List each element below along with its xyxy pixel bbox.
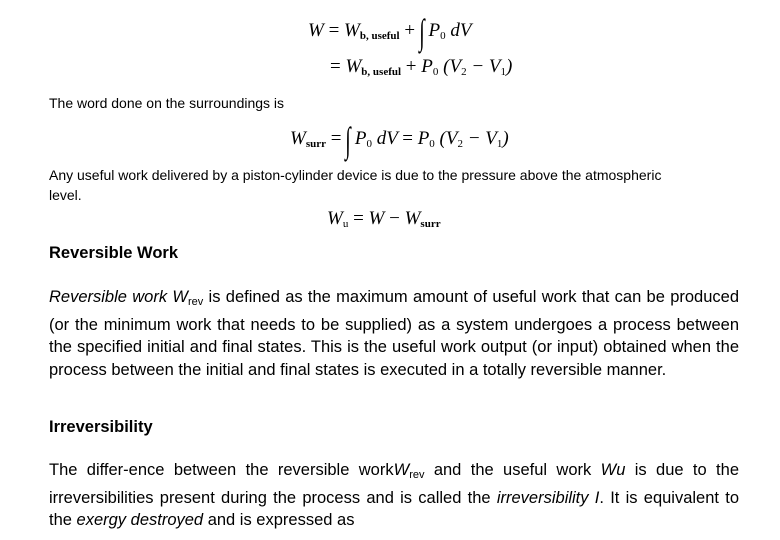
italic-term: Wu: [600, 461, 626, 479]
eq-symbol: (V: [439, 128, 458, 149]
eq-subscript: b, useful: [359, 30, 400, 42]
eq-symbol: − V: [471, 56, 501, 77]
eq-operator: =: [330, 128, 342, 149]
eq-symbol: W: [290, 128, 306, 149]
text-surroundings: The word done on the surroundings is: [49, 95, 285, 111]
paragraph-text: . It is equivalent to the: [49, 488, 739, 529]
eq-symbol: W: [308, 20, 324, 41]
equation-surroundings: [290, 120, 509, 160]
eq-subscript: u: [342, 218, 349, 230]
eq-symbol: dV: [450, 20, 472, 41]
paragraph-text: and the useful work: [424, 461, 601, 479]
eq-symbol: W: [327, 208, 343, 229]
paragraph-text: is defined as the maximum amount of useful work that can be produced (or the minimum work that needs to be supplied) as a system undergoes a process between the specified initial and final states. This is the useful work output (or input) obtained when the process between the initial and final states is executed in a totally reversible manner.: [49, 288, 740, 379]
eq-subscript: surr: [420, 218, 441, 230]
eq-symbol: W: [404, 208, 421, 229]
eq-symbol: P: [417, 128, 430, 149]
text-useful-work: Any useful work delivered by a piston-cylinder device is due to the pressure above the atmospheric level.: [49, 167, 662, 203]
italic-term: exergy destroyed: [76, 511, 204, 529]
eq-symbol: (V: [443, 56, 462, 77]
italic-term: W: [393, 461, 410, 479]
heading-irreversibility: Irreversibility: [49, 418, 153, 436]
italic-term: Reversible work W: [49, 288, 188, 306]
eq-operator: =: [353, 208, 364, 229]
eq-subscript: b, useful: [361, 66, 402, 78]
eq-subscript: 0: [429, 138, 435, 150]
italic-term: irreversibility I: [496, 488, 600, 507]
paragraph-text: and is expressed as: [203, 511, 355, 529]
eq-symbol: W: [368, 208, 385, 229]
eq-symbol: W: [344, 20, 360, 41]
eq-operator: =: [330, 56, 341, 77]
eq-symbol: ): [506, 56, 513, 77]
eq-subscript: 0: [366, 138, 372, 150]
equation-work-line2: [330, 56, 512, 78]
integral-icon: ∫: [345, 120, 351, 160]
equation-useful-work: [327, 208, 441, 230]
equation-work-line1: [308, 12, 472, 52]
subscript: rev: [187, 296, 204, 308]
eq-operator: +: [405, 56, 417, 77]
eq-operator: +: [404, 20, 416, 41]
eq-operator: −: [389, 208, 400, 229]
eq-operator: =: [328, 20, 340, 41]
paragraph-reversible-work: [49, 286, 739, 381]
eq-subscript: surr: [305, 138, 326, 150]
subscript: rev: [409, 469, 425, 481]
eq-symbol: dV: [376, 128, 398, 149]
eq-symbol: W: [345, 56, 362, 77]
eq-symbol: P: [428, 20, 441, 41]
heading-reversible-work: Reversible Work: [49, 244, 179, 262]
eq-subscript: 2: [461, 66, 467, 78]
eq-symbol: − V: [467, 128, 497, 149]
eq-subscript: 0: [440, 30, 446, 42]
eq-symbol: ): [502, 128, 509, 149]
eq-symbol: P: [421, 56, 433, 77]
paragraph-text: The differ-ence between the reversible work: [49, 461, 394, 479]
integral-icon: ∫: [419, 12, 425, 52]
paragraph-text: is due to the irreversibilities present during the process and is called the: [49, 461, 739, 507]
eq-subscript: 0: [432, 66, 439, 78]
eq-subscript: 2: [457, 138, 463, 150]
paragraph-irreversibility: [49, 459, 739, 532]
eq-operator: =: [402, 128, 413, 149]
eq-symbol: P: [354, 128, 367, 149]
eq-subscript: 1: [496, 138, 503, 150]
eq-subscript: 1: [500, 66, 506, 78]
